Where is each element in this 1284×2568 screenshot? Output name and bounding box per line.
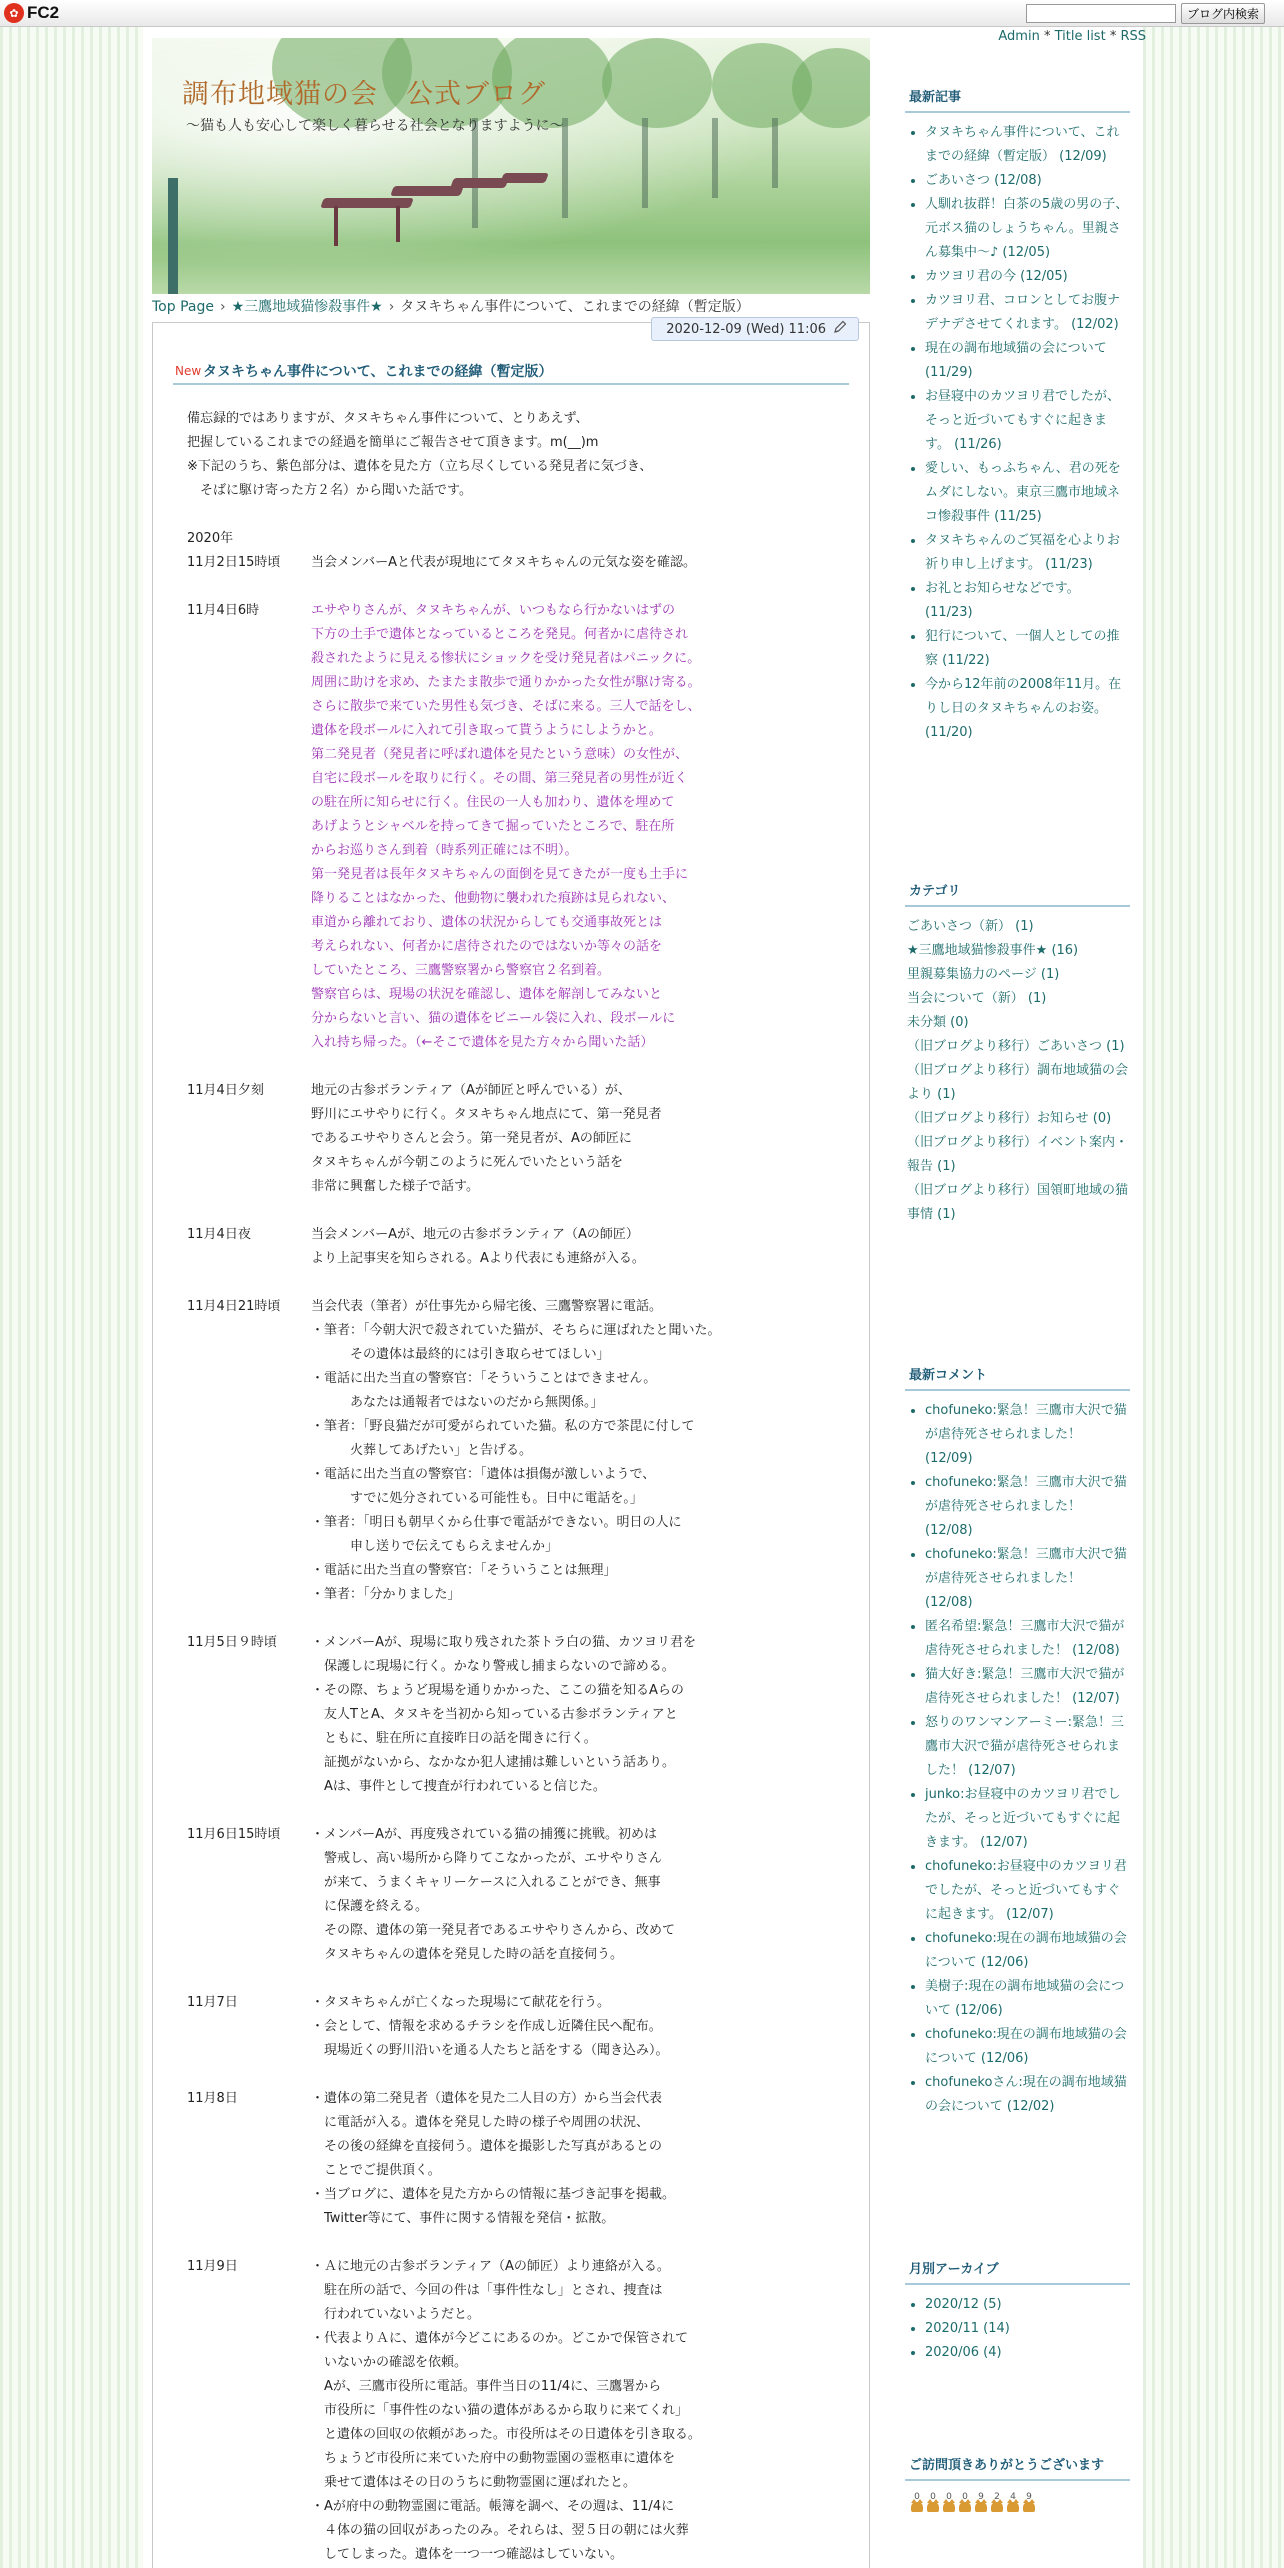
entry-title[interactable]: タヌキちゃん事件について、これまでの経緯（暫定版） [203, 364, 553, 380]
timeline-line: 第二発見者（発見者に呼ばれ遺体を見たという意味）の女性が、 [311, 747, 689, 762]
timeline-line: ことでご提供頂く。 [311, 2163, 441, 2178]
breadcrumb-current: タヌキちゃん事件について、これまでの経緯（暫定版） [400, 299, 750, 315]
cat-counter-icon [991, 2502, 1003, 2512]
timeline-line: 当会代表（筆者）が仕事先から帰宅後、三鷹警察署に電話。 [311, 1299, 663, 1314]
breadcrumb-separator-icon: › [388, 299, 395, 315]
recent-comment-item [925, 1711, 1130, 1783]
fc2-logo-text: FC2 [27, 3, 60, 22]
timeline-date: 11月5日９時頃 [187, 1635, 277, 1650]
recent-post-item [925, 265, 1130, 289]
timeline-line: 地元の古参ボランティア（Aが師匠と呼んでいる）が、 [311, 1083, 631, 1098]
recent-comment-item-link[interactable]: chofunekoさん:現在の調布地域猫の会について (12/02) [925, 2075, 1127, 2114]
timeline-line: ちょうど市役所に来ていた府中の動物霊園の霊柩車に遺体を [311, 2451, 676, 2466]
timeline-row [187, 2255, 847, 2567]
breadcrumb-top-link[interactable]: Top Page [152, 299, 214, 315]
recent-comment-item-link[interactable]: chofuneko:現在の調布地域猫の会について (12/06) [925, 2027, 1127, 2066]
cat-counter-icon [1007, 2502, 1019, 2512]
recent-comment-item-link[interactable]: 猫大好き:緊急！三鷹市大沢で猫が虐待死させられました！ (12/07) [925, 1667, 1125, 1706]
timeline-line: ・タヌキちゃんが亡くなった現場にて献花を行う。 [311, 1995, 611, 2010]
timeline-date: 11月6日15時頃 [187, 1827, 281, 1842]
recent-post-item-link[interactable]: カツヨリ君の今 (12/05) [925, 269, 1068, 284]
timeline-line: 自宅に段ボールを取りに行く。その間、第三発見者の男性が近く [311, 771, 688, 786]
recent-posts-widget [905, 86, 1130, 745]
fc2-toolbar [0, 0, 1284, 27]
recent-post-item-link[interactable]: お昼寝中のカツヨリ君でしたが、そっと近づいてもすぐに起きます。 (11/26) [925, 389, 1121, 452]
recent-comment-item-link[interactable]: 美樹子:現在の調布地域猫の会について (12/06) [925, 1979, 1125, 2018]
timeline-line: 考えられない、何者かに虐待されたのではないか等々の話を [311, 939, 663, 954]
timeline-text [311, 1223, 847, 1271]
timeline-date: 11月7日 [187, 1995, 238, 2010]
intro-line: ※下記のうち、紫色部分は、遺体を見た方（立ち尽くしている発見者に気づき、 [187, 459, 653, 474]
timeline-line: Aが、三鷹市役所に電話。事件当日の11/4に、三鷹署から [311, 2379, 662, 2394]
timeline-date: 11月4日夜 [187, 1227, 251, 1242]
timeline-line: その後の経緯を直接伺う。遺体を撮影した写真があるとの [311, 2139, 663, 2154]
timeline-line: ・メンバーAが、再度残されている猫の捕獲に挑戦。初めは [311, 1827, 657, 1842]
cat-counter-icon [1023, 2502, 1035, 2512]
recent-post-item-link[interactable]: タヌキちゃん事件について、これまでの経緯（暫定版） (12/09) [925, 125, 1120, 164]
timeline-line: してしまった。遺体を一つ一つ確認はしていない。 [311, 2547, 624, 2562]
blog-search-button[interactable]: ブログ内検索 [1181, 3, 1265, 24]
timeline-line: ・筆者：「野良猫だが可愛がられていた猫。私の方で茶毘に付して [311, 1419, 695, 1434]
category-item [905, 1059, 1130, 1107]
fc2-logo[interactable] [4, 3, 59, 23]
counter-digit-value: 0 [946, 2492, 952, 2502]
timeline-line: していたところ、三鷹警察署から警察官２名到着。 [311, 963, 611, 978]
recent-post-item [925, 193, 1130, 265]
category-item [905, 1107, 1130, 1131]
counter-digit-value: 2 [994, 2492, 1000, 2502]
timeline-line: すでに処分されている可能性も。日中に電話を。」 [311, 1491, 643, 1506]
cat-counter-icon [943, 2502, 955, 2512]
recent-post-item-link[interactable]: 今から12年前の2008年11月。在りし日のタヌキちゃんのお姿。 (11/20) [925, 677, 1122, 740]
timeline-date: 11月9日 [187, 2259, 238, 2274]
category-item [905, 1131, 1130, 1179]
breadcrumb [152, 296, 750, 316]
category-item [905, 915, 1130, 939]
entry-intro [187, 407, 847, 503]
timeline-line: であるエサやりさんと会う。第一発見者が、Aの師匠に [311, 1131, 632, 1146]
recent-post-item-link[interactable]: ごあいさつ (12/08) [925, 173, 1042, 188]
timeline-text [311, 1823, 847, 1967]
recent-comment-item-link[interactable]: chofuneko:緊急！三鷹市大沢で猫が虐待死させられました！ (12/09) [925, 1403, 1127, 1466]
timeline-date: 11月4日夕刻 [187, 1083, 264, 1098]
recent-post-item [925, 673, 1130, 745]
category-item-link[interactable]: （旧ブログより移行）お知らせ (0) [907, 1111, 1112, 1126]
fc2-logo-icon: ✿ [4, 3, 24, 23]
counter-digit [911, 2493, 923, 2512]
timeline-date: 11月4日21時頃 [187, 1299, 281, 1314]
timeline-line: ・筆者：「明日も朝早くから仕事で電話ができない。明日の人に [311, 1515, 682, 1530]
timeline-text [311, 1079, 847, 1199]
timeline-line: に保護を終える。 [311, 1899, 429, 1914]
timeline-date: 11月4日6時 [187, 603, 260, 618]
archive-item [925, 2293, 1130, 2317]
timeline-row [187, 1295, 847, 1607]
category-item [905, 963, 1130, 987]
timeline-line: 入れ持ち帰った。（←そこで遺体を見た方々から聞いた話） [311, 1035, 654, 1050]
timeline-line: と遺体の回収の依頼があった。市役所はその日遺体を引き取る。 [311, 2427, 701, 2442]
entry-date: 2020-12-09 (Wed) 11:06 [666, 321, 826, 337]
category-item-link[interactable]: ★三鷹地域猫惨殺事件★ (16) [907, 943, 1079, 958]
cat-counter-icon [911, 2502, 923, 2512]
timeline-line: ・代表よりＡに、遺体が今どこにあるのか。どこかで保管されて [311, 2331, 689, 2346]
category-item-link[interactable]: 当会について（新） (1) [907, 991, 1047, 1006]
category-item [905, 939, 1130, 963]
cat-counter-icon [927, 2502, 939, 2512]
counter-digit [975, 2493, 987, 2512]
timeline-text [311, 2255, 847, 2567]
counter-digit-value: 0 [914, 2492, 920, 2502]
counter-digit [943, 2493, 955, 2512]
timeline-line: ・Ａに地元の古参ボランティア（Aの師匠）より連絡が入る。 [311, 2259, 670, 2274]
timeline-line: その遺体は最終的には引き取らせてほしい」 [311, 1347, 610, 1362]
counter-digit [1007, 2493, 1019, 2512]
timeline-line: の駐在所に知らせに行く。住民の一人も加わり、遺体を埋めて [311, 795, 675, 810]
site-title[interactable]: 調布地域猫の会 公式ブログ [182, 79, 546, 110]
recent-post-item [925, 577, 1130, 625]
recent-post-item-link[interactable]: 人馴れ抜群！白茶の5歳の男の子、元ボス猫のしょうちゃん。里親さん募集中～♪ (12/05) [925, 197, 1129, 260]
timeline-date: 11月2日15時頃 [187, 555, 281, 570]
timeline-line: 現場近くの野川沿いを通る人たちと話をする（聞き込み）。 [311, 2043, 669, 2058]
recent-comment-item [925, 1399, 1130, 1471]
timeline-line: 友人TとA、タヌキを当初から知っている古参ボランティアと [311, 1707, 678, 1722]
recent-post-item [925, 529, 1130, 577]
timeline-text [311, 1295, 847, 1607]
counter-digit [927, 2493, 939, 2512]
category-item-link[interactable]: ごあいさつ（新） (1) [907, 919, 1034, 934]
timeline-line: 殺されたように見える惨状にショックを受け発見者はパニックに。 [311, 651, 701, 666]
timeline-line: 非常に興奮した様子で話す。 [311, 1179, 479, 1194]
timeline-line: 証拠がないから、なかなか犯人逮捕は難しいという話あり。 [311, 1755, 676, 1770]
timeline-line: 行われていないようだと。 [311, 2307, 481, 2322]
recent-post-item [925, 385, 1130, 457]
timeline-line: エサやりさんが、タヌキちゃんが、いつもなら行かないはずの [311, 603, 676, 618]
category-item-link[interactable]: （旧ブログより移行）ごあいさつ (1) [907, 1039, 1125, 1054]
recent-comment-item [925, 1663, 1130, 1711]
timeline-line: 遺体を段ボールに入れて引き取って貰うようにしようかと。 [311, 723, 662, 738]
timeline-line: 保護しに現場に行く。かなり警戒し捕まらないので諦める。 [311, 1659, 675, 1674]
counter-digit [959, 2493, 971, 2512]
timeline-line: 当会メンバーAが、地元の古参ボランティア（Aの師匠） [311, 1227, 639, 1242]
timeline-line: ・電話に出た当直の警察官：「そういうことは無理」 [311, 1563, 617, 1578]
timeline-line: ともに、駐在所に直接昨日の話を聞きに行く。 [311, 1731, 597, 1746]
timeline-line: Aは、事件として捜査が行われていると信じた。 [311, 1779, 606, 1794]
timeline-line: が来て、うまくキャリーケースに入れることができ、無事 [311, 1875, 661, 1890]
recent-comment-item-link[interactable]: 匿名希望:緊急！三鷹市大沢で猫が虐待死させられました！ (12/08) [925, 1619, 1125, 1658]
timeline-line: 野川にエサやりに行く。タヌキちゃん地点にて、第一発見者 [311, 1107, 662, 1122]
intro-line: 把握しているこれまでの経過を簡単にご報告させて頂きます。m(__)m [187, 435, 599, 450]
recent-comment-item [925, 1975, 1130, 2023]
timeline-line: ・筆者：「分かりました」 [311, 1587, 461, 1602]
counter-digit-value: 4 [1010, 2492, 1016, 2502]
category-item [905, 987, 1130, 1011]
timeline-line: タヌキちゃんの遺体を発見した時の話を直接伺う。 [311, 1947, 624, 1962]
intro-line: そばに駆け寄った方２名）から聞いた話です。 [187, 483, 472, 498]
visitor-counter [905, 2493, 1130, 2512]
timeline-line: タヌキちゃんが今朝このように死んでいたという話を [311, 1155, 624, 1170]
recent-comment-item [925, 1471, 1130, 1543]
timeline-line: 車道から離れており、遺体の状況からしても交通事故死とは [311, 915, 663, 930]
timeline [187, 551, 847, 2567]
timeline-line: あげようとシャベルを持ってきて掘っていたところで、駐在所 [311, 819, 675, 834]
timeline-line: 市役所に「事件性のない猫の遺体があるから取りに来てくれ」 [311, 2403, 689, 2418]
blog-search-input[interactable] [1026, 4, 1176, 23]
visitor-counter-heading: ご訪問頂きありがとうございます [905, 2454, 1130, 2481]
timeline-row [187, 1223, 847, 1271]
recent-comment-item-link[interactable]: chofuneko:緊急！三鷹市大沢で猫が虐待死させられました！ (12/08) [925, 1547, 1127, 1610]
recent-post-item [925, 289, 1130, 337]
counter-digit-value: 0 [962, 2492, 968, 2502]
category-list [905, 915, 1130, 1227]
recent-posts-heading: 最新記事 [905, 86, 1130, 113]
pencil-icon[interactable] [832, 319, 848, 339]
site-description: ～猫も人も安心して楽しく暮らせる社会となりますように～ [186, 118, 564, 134]
timeline-line: あなたは通報者ではないのだから無関係。」 [311, 1395, 604, 1410]
timeline-line: 第一発見者は長年タヌキちゃんの面倒を見てきたが一度も土手に [311, 867, 689, 882]
cat-counter-icon [959, 2502, 971, 2512]
recent-comment-item [925, 1927, 1130, 1975]
archive-item [925, 2341, 1130, 2365]
counter-digit [991, 2493, 1003, 2512]
recent-comments-list [905, 1399, 1130, 2119]
timeline-row [187, 1079, 847, 1199]
recent-post-item-link[interactable]: カツヨリ君、コロンとしてお腹ナデナデさせてくれます。 (12/02) [925, 293, 1121, 332]
new-badge: New [175, 364, 202, 378]
recent-post-item [925, 625, 1130, 673]
recent-comment-item-link[interactable]: chofuneko:緊急！三鷹市大沢で猫が虐待死させられました！ (12/08) [925, 1475, 1127, 1538]
counter-digit-value: 9 [1026, 2492, 1032, 2502]
recent-post-item-link[interactable]: タヌキちゃんのご冥福を心よりお祈り申し上げます。 (11/23) [925, 533, 1121, 572]
archive-widget [905, 2258, 1130, 2365]
timeline-line: ・電話に出た当直の警察官：「そういうことはできません。 [311, 1371, 657, 1386]
category-item [905, 1011, 1130, 1035]
timeline-line: ・筆者：「今朝大沢で殺されていた猫が、そちらに運ばれたと聞いた。 [311, 1323, 721, 1338]
timeline-line: より上記事実を知らされる。Aより代表にも連絡が入る。 [311, 1251, 645, 1266]
archive-item [925, 2317, 1130, 2341]
category-item [905, 1179, 1130, 1227]
recent-comment-item [925, 1783, 1130, 1855]
entry-body [187, 407, 847, 2567]
timeline-row [187, 551, 847, 575]
archive-item-link[interactable]: 2020/11 (14) [925, 2321, 1010, 2336]
category-item-link[interactable]: （旧ブログより移行）イベント案内・報告 (1) [907, 1135, 1129, 1174]
timeline-line: その際、遺体の第一発見者であるエサやりさんから、改めて [311, 1923, 676, 1938]
recent-post-item-link[interactable]: 愛しい、もっふちゃん、君の死をムダにしない。東京三鷹市地域ネコ惨殺事件 (11/25) [925, 461, 1121, 524]
recent-post-item-link[interactable]: 現在の調布地域猫の会について (11/29) [925, 341, 1107, 380]
timeline-line: さらに散歩で来ていた男性も気づき、そばに来る。三人で話をし、 [311, 699, 701, 714]
top-navigation [998, 29, 1146, 44]
archive-item-link[interactable]: 2020/12 (5) [925, 2297, 1002, 2312]
counter-digit [1023, 2493, 1035, 2512]
timeline-line: 駐在所の話で、今回の件は「事件性なし」とされ、捜査は [311, 2283, 663, 2298]
rss-link[interactable]: RSS [1120, 29, 1146, 44]
timeline-row [187, 1631, 847, 1799]
recent-comment-item-link[interactable]: chofuneko:お昼寝中のカツヨリ君でしたが、そっと近づいてもすぐに起きます。 (12/07) [925, 1859, 1127, 1922]
category-heading: カテゴリ [905, 880, 1130, 907]
cat-counter-icon [975, 2502, 987, 2512]
timeline-row [187, 1823, 847, 1967]
recent-comment-item-link[interactable]: junko:お昼寝中のカツヨリ君でしたが、そっと近づいてもすぐに起きます。 (12/07) [925, 1787, 1121, 1850]
timeline-text [311, 1631, 847, 1799]
blog-entry [152, 322, 870, 2568]
timeline-line: ・遺体の第二発見者（遺体を見た二人目の方）から当会代表 [311, 2091, 663, 2106]
timeline-line: ・会として、情報を求めるチラシを作成し近隣住民へ配布。 [311, 2019, 662, 2034]
category-item [905, 1035, 1130, 1059]
category-item-link[interactable]: （旧ブログより移行）国領町地域の猫事情 (1) [907, 1183, 1129, 1222]
timeline-row [187, 2087, 847, 2231]
nav-separator: * [1039, 29, 1055, 44]
title-list-link[interactable]: Title list [1054, 29, 1106, 44]
timeline-line: からお巡りさん到着（時系列正確には不明）。 [311, 843, 578, 858]
timeline-line: 当会メンバーAと代表が現地にてタヌキちゃんの元気な姿を確認。 [311, 555, 696, 570]
timeline-line: ４体の猫の回収があったのみ。それらは、翌５日の朝には火葬 [311, 2523, 689, 2538]
timeline-line: 下方の土手で遺体となっているところを発見。何者かに虐待され [311, 627, 689, 642]
entry-year: 2020年 [187, 531, 234, 546]
timeline-line: 警察官らは、現場の状況を確認し、遺体を解剖してみないと [311, 987, 663, 1002]
timeline-line: Twitter等にて、事件に関する情報を発信・拡散。 [311, 2211, 615, 2226]
recent-post-item-link[interactable]: お礼とお知らせなどです。 (11/23) [925, 581, 1080, 620]
timeline-line: ・電話に出た当直の警察官：「遺体は損傷が激しいようで、 [311, 1467, 656, 1482]
recent-comment-item [925, 1615, 1130, 1663]
recent-post-item [925, 337, 1130, 385]
timeline-line: 申し送りで伝えてもらえませんか」 [311, 1539, 559, 1554]
admin-link[interactable]: Admin [998, 29, 1040, 44]
timeline-row [187, 1991, 847, 2063]
recent-comment-item-link[interactable]: chofuneko:現在の調布地域猫の会について (12/06) [925, 1931, 1127, 1970]
counter-digit-value: 9 [978, 2492, 984, 2502]
archive-heading: 月別アーカイブ [905, 2258, 1130, 2285]
timeline-line: 周囲に助けを求め、たまたま散歩で通りかかった女性が駆け寄る。 [311, 675, 701, 690]
recent-comments-widget [905, 1364, 1130, 2119]
timeline-line: ・メンバーAが、現場に取り残された茶トラ白の猫、カツヨリ君を [311, 1635, 696, 1650]
recent-comment-item [925, 1543, 1130, 1615]
blog-header [152, 38, 870, 294]
timeline-line: 乗せて遺体はその日のうちに動物霊園に運ばれたと。 [311, 2475, 637, 2490]
counter-digit-value: 0 [930, 2492, 936, 2502]
timeline-line: 警戒し、高い場所から降りてこなかったが、エサやりさん [311, 1851, 663, 1866]
timeline-date: 11月8日 [187, 2091, 238, 2106]
recent-comment-item [925, 2071, 1130, 2119]
timeline-line: ・Aが府中の動物霊園に電話。帳簿を調べ、その週は、11/4に [311, 2499, 675, 2514]
timeline-line: ・その際、ちょうど現場を通りかかった、ここの猫を知るAらの [311, 1683, 684, 1698]
timeline-line: 火葬してあげたい」と告げる。 [311, 1443, 533, 1458]
timeline-line: いないかの確認を依頼。 [311, 2355, 468, 2370]
timeline-text [311, 1991, 847, 2063]
archive-item-link[interactable]: 2020/06 (4) [925, 2345, 1002, 2360]
timeline-text [311, 599, 847, 1055]
recent-post-item-link[interactable]: 犯行について、一個人としての推察 (11/22) [925, 629, 1120, 668]
category-widget [905, 880, 1130, 1227]
timeline-line: 降りることはなかった、他動物に襲われた痕跡は見られない、 [311, 891, 676, 906]
recent-posts-list [905, 121, 1130, 745]
category-item-link[interactable]: 里親募集協力のページ (1) [907, 967, 1060, 982]
visitor-counter-widget [905, 2454, 1130, 2512]
entry-date-badge [651, 317, 859, 341]
recent-comment-item [925, 1855, 1130, 1927]
category-item-link[interactable]: （旧ブログより移行）調布地域猫の会より (1) [907, 1063, 1129, 1102]
timeline-text [311, 2087, 847, 2231]
recent-comments-heading: 最新コメント [905, 1364, 1130, 1391]
timeline-line: 分からないと言い、猫の遺体をビニール袋に入れ、段ボールに [311, 1011, 676, 1026]
recent-post-item [925, 457, 1130, 529]
timeline-row [187, 599, 847, 1055]
intro-line: 備忘録的ではありますが、タヌキちゃん事件について、とりあえず、 [187, 411, 589, 426]
archive-list [905, 2293, 1130, 2365]
recent-post-item [925, 169, 1130, 193]
breadcrumb-category-link[interactable]: ★三鷹地域猫惨殺事件★ [231, 299, 383, 315]
recent-post-item [925, 121, 1130, 169]
recent-comment-item-link[interactable]: 怒りのワンマンアーミー:緊急！三鷹市大沢で猫が虐待死させられました！ (12/07) [925, 1715, 1124, 1778]
timeline-text [311, 551, 847, 575]
entry-header [173, 357, 849, 385]
breadcrumb-separator-icon: › [219, 299, 226, 315]
timeline-line: に電話が入る。遺体を発見した時の様子や周囲の状況、 [311, 2115, 650, 2130]
timeline-line: ・当ブログに、遺体を見た方からの情報に基づき記事を掲載。 [311, 2187, 676, 2202]
nav-separator: * [1105, 29, 1121, 44]
category-item-link[interactable]: 未分類 (0) [907, 1015, 969, 1030]
recent-comment-item [925, 2023, 1130, 2071]
